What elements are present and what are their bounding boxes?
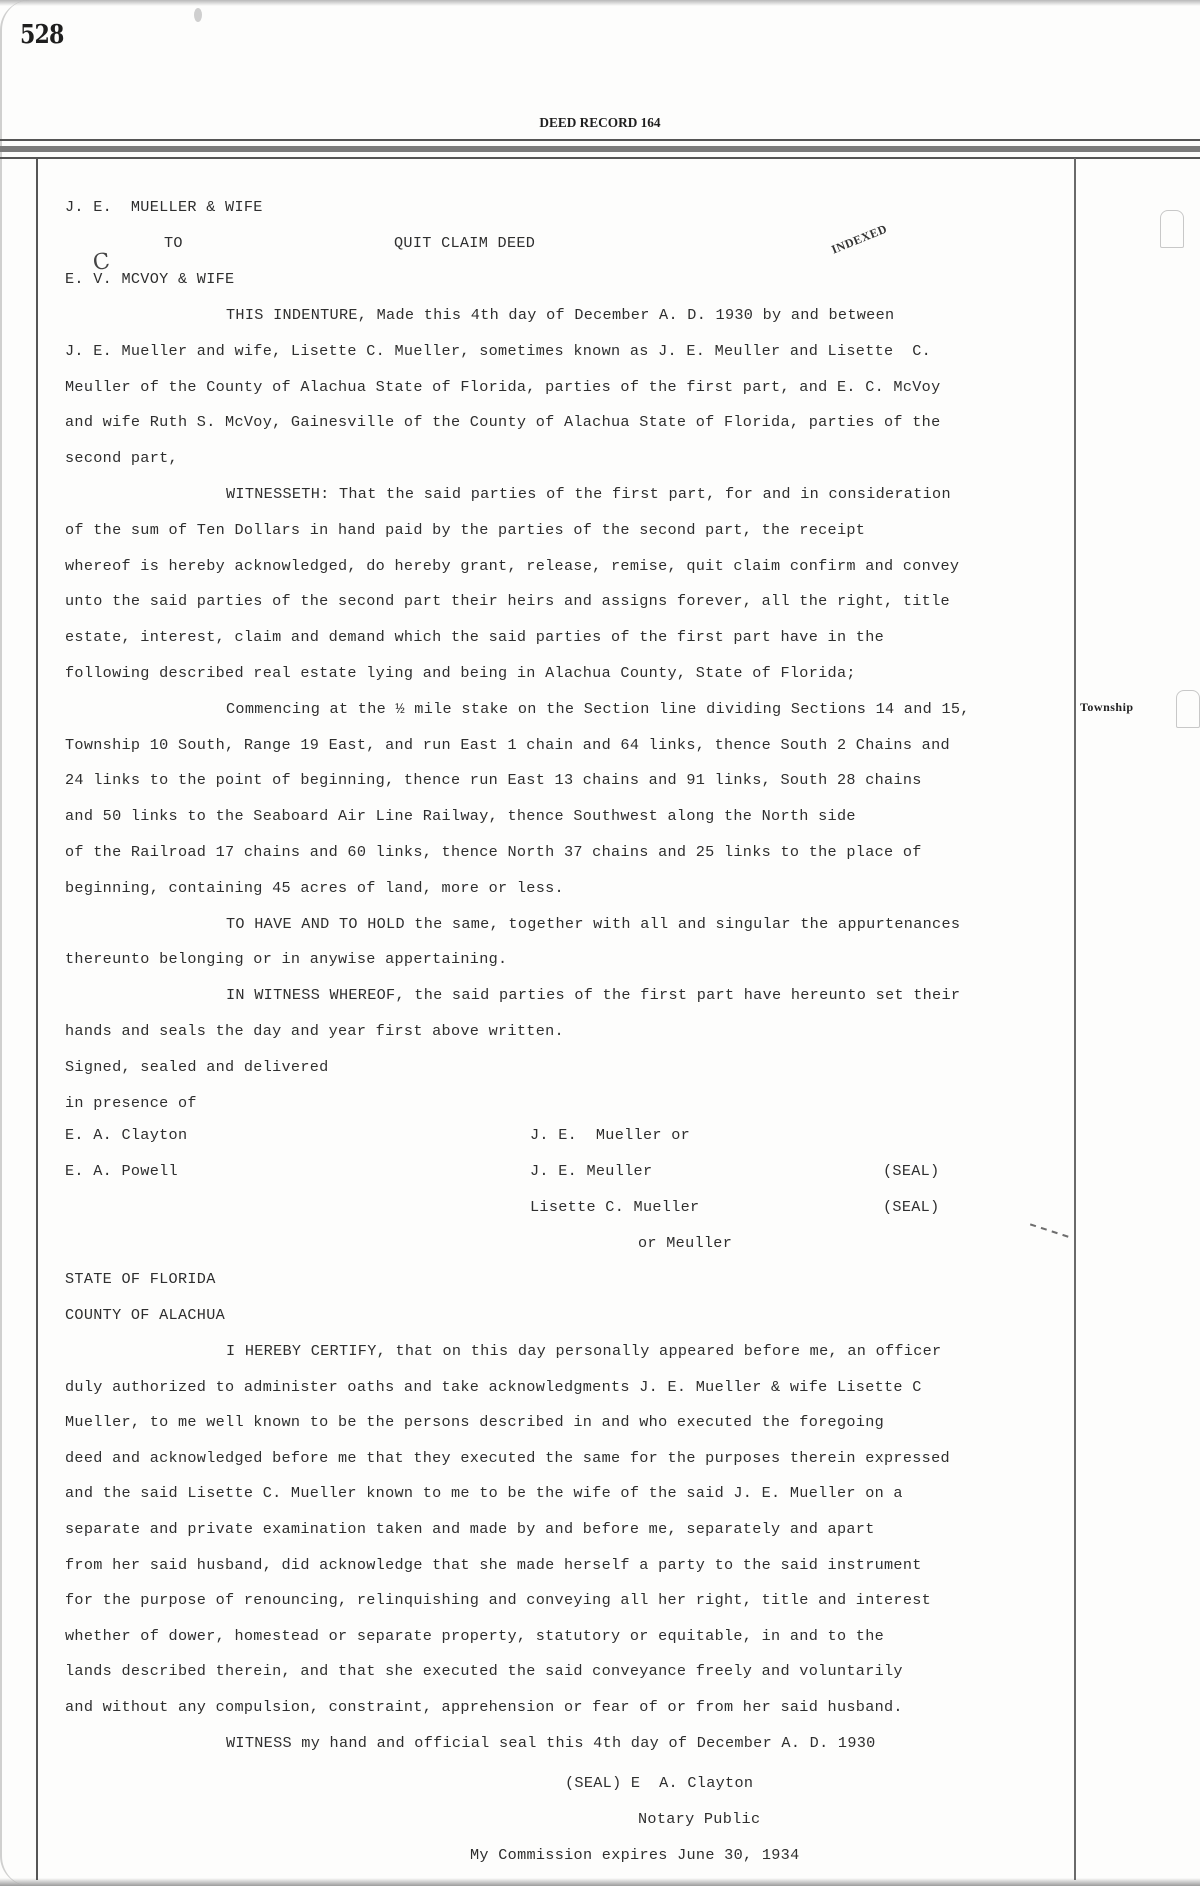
deed-text-line: estate, interest, claim and demand which the said parties of the first part have in the [65, 628, 885, 647]
deed-text-line: THIS INDENTURE, Made this 4th day of December A. D. 1930 by and between [226, 306, 895, 324]
handwritten-mark: C [91, 248, 112, 277]
deed-text-line: whereof is hereby acknowledged, do hereby grant, release, remise, quit claim confirm and convey [65, 556, 960, 575]
deed-text-line: Township 10 South, Range 19 East, and run East 1 chain and 64 links, thence South 2 Chains and [65, 735, 950, 754]
ack-text-line: deed and acknowledged before me that they executed the same for the purposes therein expressed [65, 1448, 950, 1467]
witness-name: E. A. Powell [65, 1162, 178, 1180]
ack-text-line: Mueller, to me well known to be the persons described in and who executed the foregoing [65, 1413, 885, 1432]
alias-line: or Meuller [638, 1234, 733, 1252]
deed-text-line: 24 links to the point of beginning, thence run East 13 chains and 91 links, South 28 chains [65, 771, 922, 790]
ack-text-line: lands described therein, and that she executed the said conveyance freely and voluntarily [65, 1662, 903, 1681]
signer-name: J. E. Mueller or [530, 1126, 691, 1144]
deed-text-line: Meuller of the County of Alachua State of Florida, parties of the first part, and E. C. McVoy [65, 377, 941, 396]
deed-text-line: Commencing at the ½ mile stake on the Section line dividing Sections 14 and 15, [226, 699, 970, 718]
deed-text-line: thereunto belonging or in anywise appertaining. [65, 950, 508, 969]
deed-text-line: second part, [65, 449, 178, 468]
deed-text-line: J. E. Mueller and wife, Lisette C. Mueller, sometimes known as J. E. Meuller and Lisette C. [65, 341, 932, 360]
notary-title: Notary Public [638, 1810, 761, 1828]
header-rule-top [0, 139, 1200, 141]
deed-text-line: TO HAVE AND TO HOLD the same, together with all and singular the appurtenances [226, 914, 961, 933]
header-rule-middle [0, 146, 1200, 152]
witness-name: E. A. Clayton [65, 1126, 188, 1144]
ack-text-line: from her said husband, did acknowledge that she made herself a party to the said instrument [65, 1555, 922, 1574]
grantee-line: E. V. MCVOY & WIFE [65, 270, 235, 288]
notary-signature: (SEAL) E A. Clayton [565, 1774, 754, 1792]
deed-text-line: WITNESSETH: That the said parties of the first part, for and in consideration [226, 485, 951, 503]
ack-state: STATE OF FLORIDA [65, 1270, 216, 1288]
deed-text-line: beginning, containing 45 acres of land, more or less. [65, 878, 564, 897]
deed-text-line: following described real estate lying and being in Alachua County, State of Florida; [65, 664, 856, 682]
margin-bracket-mark [1176, 690, 1200, 728]
ack-text-line: for the purpose of renouncing, relinquishing and conveying all her right, title and interest [65, 1591, 932, 1610]
margin-note: Township [1080, 700, 1134, 714]
left-margin-line [36, 158, 38, 1880]
margin-bracket-mark [1160, 210, 1184, 248]
scan-edge-top [0, 0, 1200, 6]
seal-label: (SEAL) [883, 1162, 940, 1180]
deed-text-line: and wife Ruth S. McVoy, Gainesville of the County of Alachua State of Florida, parties of the [65, 413, 941, 432]
deed-type: QUIT CLAIM DEED [394, 234, 536, 252]
indexed-stamp: INDEXED [829, 221, 890, 257]
deed-text-line: Signed, sealed and delivered [65, 1057, 329, 1076]
scan-edge-bottom [0, 1878, 1200, 1886]
deed-text-line: in presence of [65, 1093, 197, 1112]
grantor-line: J. E. MUELLER & WIFE [65, 198, 263, 216]
ack-text-line: I HEREBY CERTIFY, that on this day personally appeared before me, an officer [226, 1342, 942, 1360]
commission-expiry: My Commission expires June 30, 1934 [470, 1846, 800, 1864]
ack-text-line: WITNESS my hand and official seal this 4th day of December A. D. 1930 [226, 1733, 876, 1752]
ack-text-line: duly authorized to administer oaths and take acknowledgments J. E. Mueller & wife Lisette C [65, 1377, 922, 1396]
to-line: TO [164, 234, 183, 252]
signer-name: Lisette C. Mueller [530, 1198, 700, 1216]
ack-text-line: separate and private examination taken and made by and before me, separately and apart [65, 1520, 875, 1538]
page-binding-curve [0, 0, 40, 1886]
deed-text-line: hands and seals the day and year first above written. [65, 1022, 564, 1040]
deed-text-line: and 50 links to the Seaboard Air Line Railway, thence Southwest along the North side [65, 807, 856, 826]
seal-label: (SEAL) [883, 1198, 940, 1216]
ack-text-line: whether of dower, homestead or separate property, statutory or equitable, in and to the [65, 1626, 885, 1645]
margin-scribble [1030, 1206, 1074, 1237]
ack-text-line: and the said Lisette C. Mueller known to me to be the wife of the said J. E. Mueller on a [65, 1484, 903, 1503]
header-rule-bottom [0, 157, 1200, 159]
record-title: DEED RECORD 164 [539, 116, 661, 131]
ack-text-line: and without any compulsion, constraint, apprehension or fear of or from her said husband. [65, 1698, 903, 1716]
deed-text-line: of the Railroad 17 chains and 60 links, thence North 37 chains and 25 links to the place of [65, 843, 922, 861]
ack-county: COUNTY OF ALACHUA [65, 1306, 226, 1324]
right-margin-line [1074, 158, 1076, 1880]
deed-text-line: of the sum of Ten Dollars in hand paid by the parties of the second part, the receipt [65, 520, 866, 539]
deed-text-line: IN WITNESS WHEREOF, the said parties of the first part have hereunto set their [226, 986, 961, 1005]
punch-hole [194, 8, 202, 22]
page-number: 528 [20, 20, 64, 50]
deed-text-line: unto the said parties of the second part their heirs and assigns forever, all the right, title [65, 592, 950, 611]
signer-name: J. E. Meuller [530, 1162, 653, 1180]
